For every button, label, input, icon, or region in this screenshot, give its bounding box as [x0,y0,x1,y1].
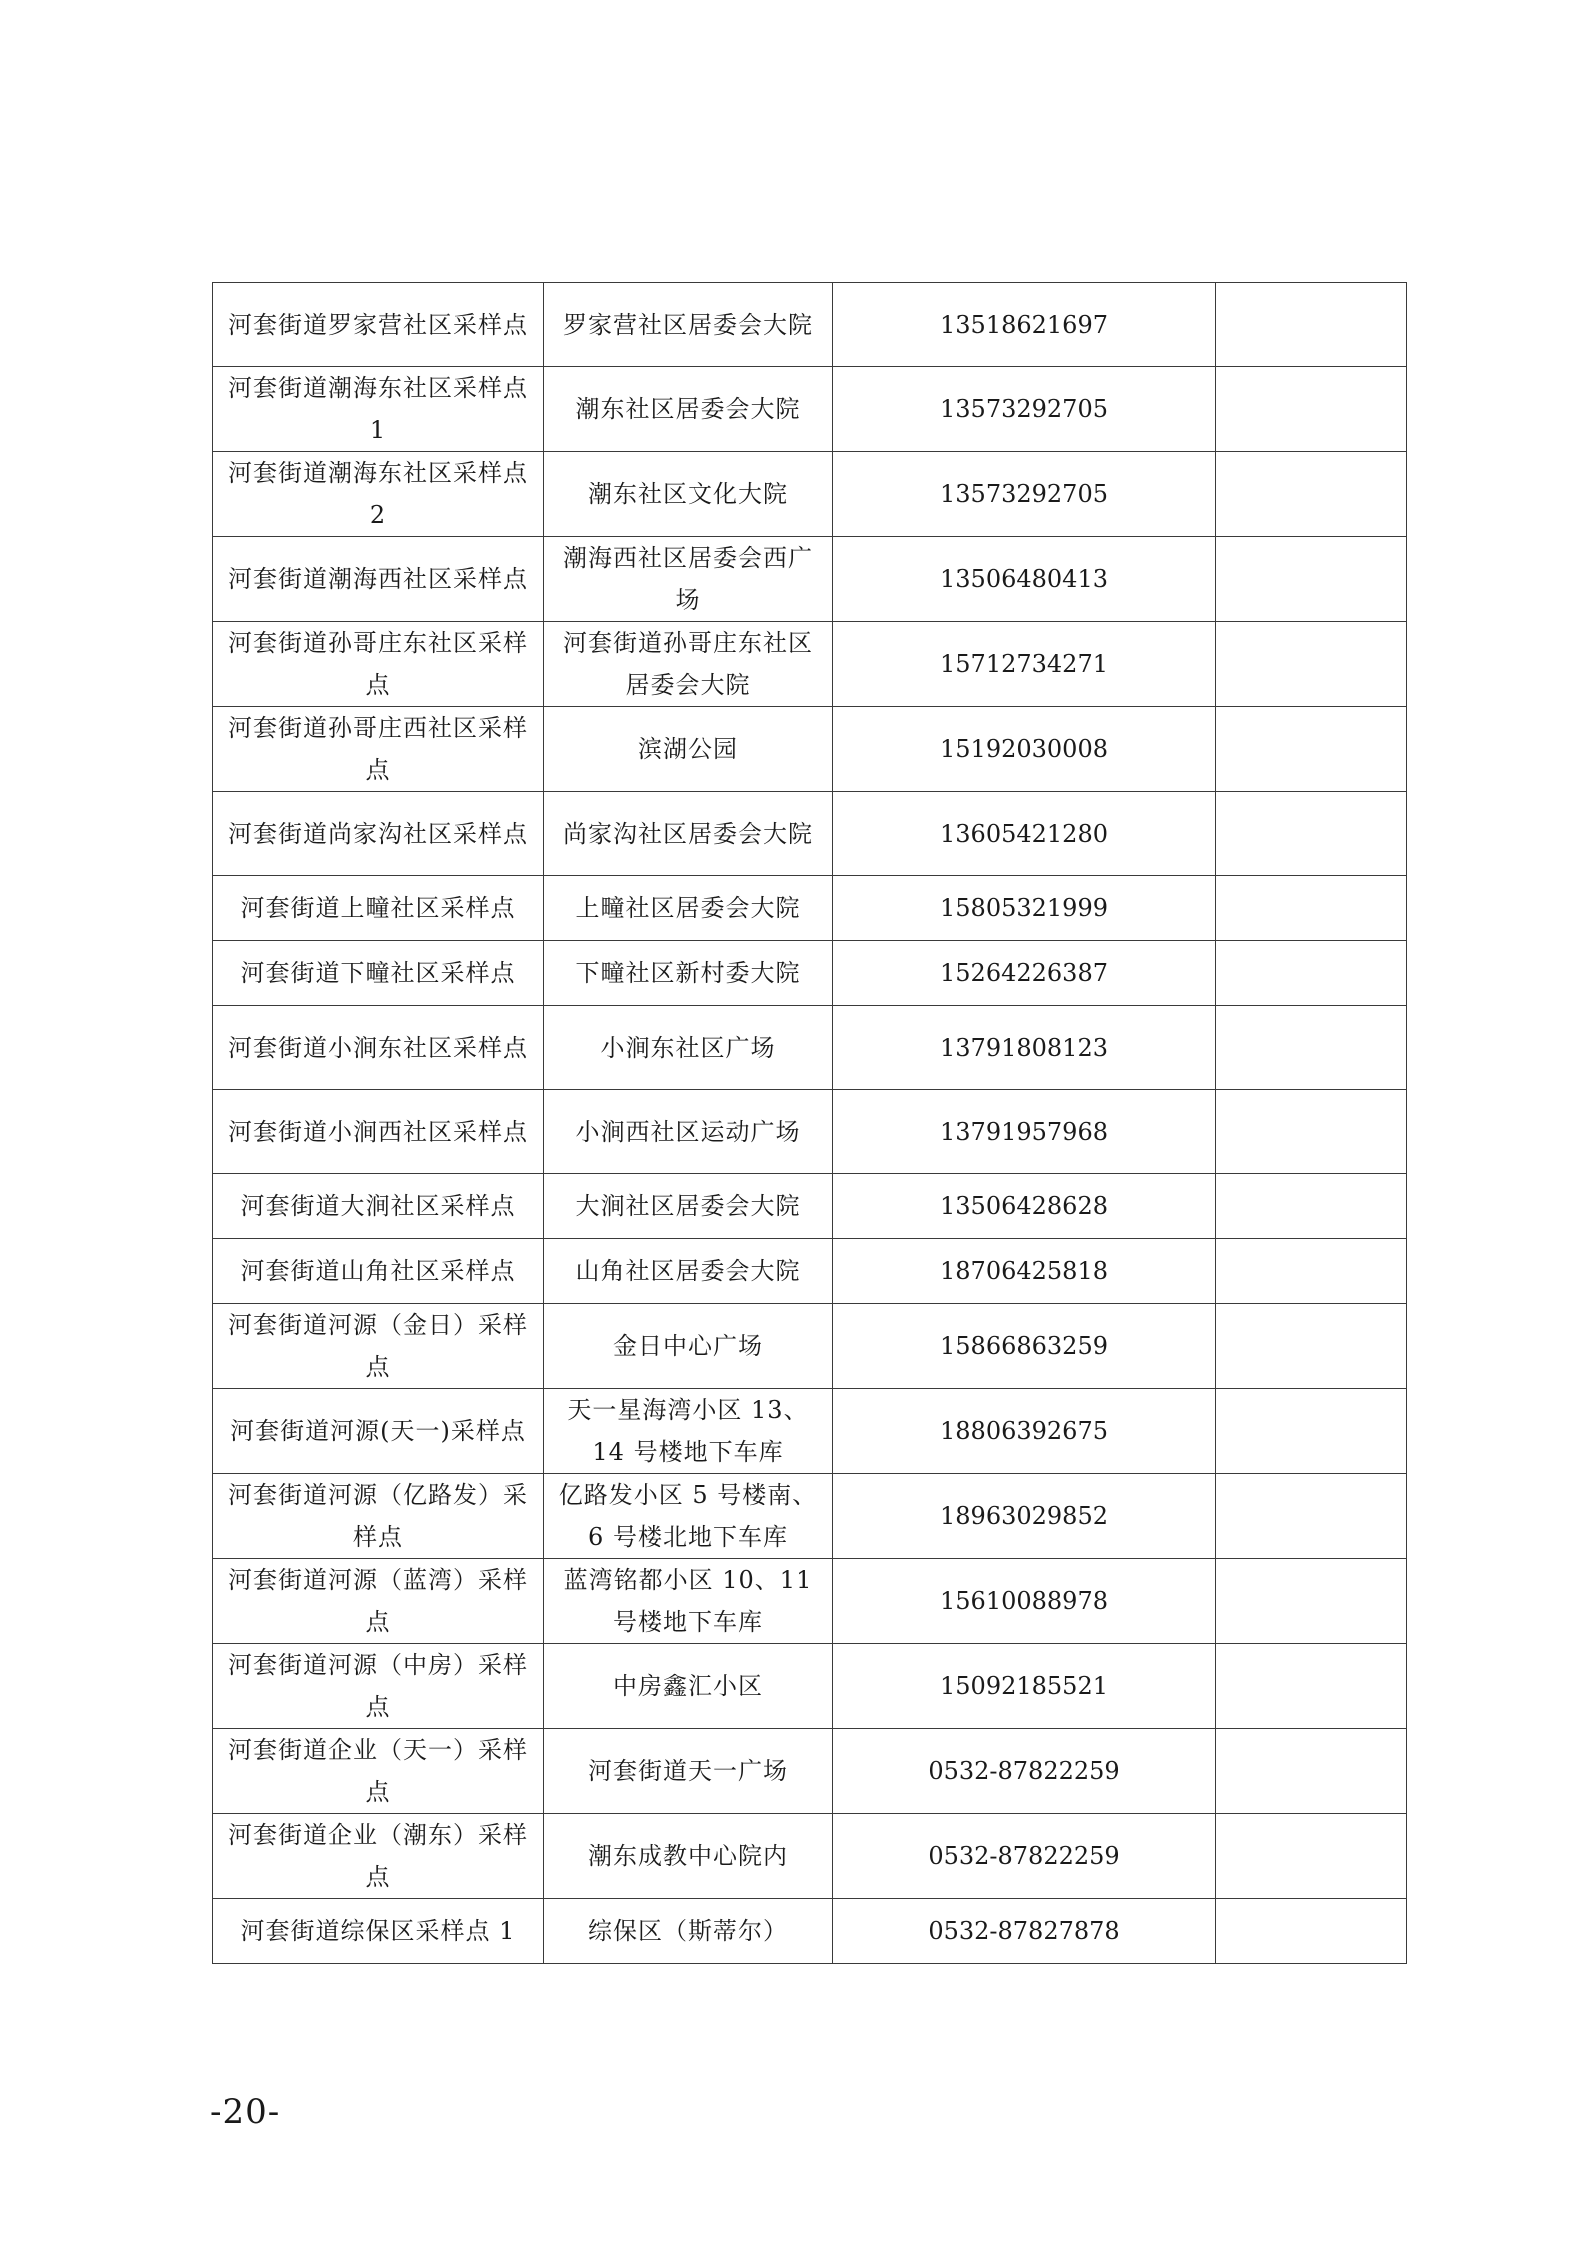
table-row [213,1304,1407,1389]
phone-cell: 13791957968 [833,1090,1216,1174]
phone-cell: 13573292705 [833,452,1216,537]
site-name-cell: 河套街道孙哥庄东社区采样点 [213,622,544,707]
site-name-cell: 河套街道尚家沟社区采样点 [213,792,544,876]
phone-cell: 15092185521 [833,1644,1216,1729]
phone-cell: 13605421280 [833,792,1216,876]
site-name-cell: 河套街道潮海东社区采样点 1 [213,367,544,452]
note-cell [1216,1814,1407,1899]
location-cell: 小涧东社区广场 [544,1006,833,1090]
location-cell: 河套街道天一广场 [544,1729,833,1814]
site-name-cell: 河套街道综保区采样点 1 [213,1899,544,1964]
table-row [213,1239,1407,1304]
site-name-cell: 河套街道潮海东社区采样点 2 [213,452,544,537]
note-cell [1216,1644,1407,1729]
site-name-cell: 河套街道河源（金日）采样点 [213,1304,544,1389]
location-cell: 金日中心广场 [544,1304,833,1389]
table-row [213,792,1407,876]
location-cell: 蓝湾铭都小区 10、11 号楼地下车库 [544,1559,833,1644]
site-name-cell: 河套街道河源（亿路发）采样点 [213,1474,544,1559]
note-cell [1216,1239,1407,1304]
table-row [213,622,1407,707]
note-cell [1216,876,1407,941]
site-name-cell: 河套街道河源（蓝湾）采样点 [213,1559,544,1644]
note-cell [1216,792,1407,876]
page-number: -20- [210,2092,281,2132]
table-row [213,1814,1407,1899]
location-cell: 大涧社区居委会大院 [544,1174,833,1239]
table-row [213,707,1407,792]
note-cell [1216,1729,1407,1814]
phone-cell: 18706425818 [833,1239,1216,1304]
phone-cell: 15805321999 [833,876,1216,941]
table-row [213,876,1407,941]
table-row [213,1644,1407,1729]
site-name-cell: 河套街道潮海西社区采样点 [213,537,544,622]
note-cell [1216,537,1407,622]
location-cell: 滨湖公园 [544,707,833,792]
location-cell: 潮东成教中心院内 [544,1814,833,1899]
location-cell: 天一星海湾小区 13、14 号楼地下车库 [544,1389,833,1474]
location-cell: 综保区（斯蒂尔） [544,1899,833,1964]
note-cell [1216,452,1407,537]
location-cell: 上疃社区居委会大院 [544,876,833,941]
table-row [213,1090,1407,1174]
location-cell: 小涧西社区运动广场 [544,1090,833,1174]
phone-cell: 15610088978 [833,1559,1216,1644]
note-cell [1216,941,1407,1006]
phone-cell: 13518621697 [833,283,1216,367]
sampling-points-table [212,282,1407,1964]
location-cell: 下疃社区新村委大院 [544,941,833,1006]
site-name-cell: 河套街道罗家营社区采样点 [213,283,544,367]
table-row [213,1174,1407,1239]
location-cell: 亿路发小区 5 号楼南、6 号楼北地下车库 [544,1474,833,1559]
table-row [213,367,1407,452]
phone-cell: 15712734271 [833,622,1216,707]
site-name-cell: 河套街道上疃社区采样点 [213,876,544,941]
site-name-cell: 河套街道河源(天一)采样点 [213,1389,544,1474]
note-cell [1216,1174,1407,1239]
site-name-cell: 河套街道小涧东社区采样点 [213,1006,544,1090]
note-cell [1216,1474,1407,1559]
phone-cell: 15264226387 [833,941,1216,1006]
note-cell [1216,1304,1407,1389]
table-row [213,452,1407,537]
site-name-cell: 河套街道大涧社区采样点 [213,1174,544,1239]
phone-cell: 0532-87822259 [833,1729,1216,1814]
location-cell: 潮东社区文化大院 [544,452,833,537]
table-row [213,1899,1407,1964]
location-cell: 潮海西社区居委会西广场 [544,537,833,622]
table-row [213,1559,1407,1644]
phone-cell: 0532-87822259 [833,1814,1216,1899]
location-cell: 罗家营社区居委会大院 [544,283,833,367]
site-name-cell: 河套街道企业（天一）采样点 [213,1729,544,1814]
phone-cell: 0532-87827878 [833,1899,1216,1964]
location-cell: 山角社区居委会大院 [544,1239,833,1304]
site-name-cell: 河套街道孙哥庄西社区采样点 [213,707,544,792]
site-name-cell: 河套街道企业（潮东）采样点 [213,1814,544,1899]
phone-cell: 13506428628 [833,1174,1216,1239]
phone-cell: 15192030008 [833,707,1216,792]
location-cell: 中房鑫汇小区 [544,1644,833,1729]
note-cell [1216,1559,1407,1644]
table-row [213,941,1407,1006]
table-row [213,283,1407,367]
table-row [213,1389,1407,1474]
note-cell [1216,1090,1407,1174]
site-name-cell: 河套街道下疃社区采样点 [213,941,544,1006]
site-name-cell: 河套街道小涧西社区采样点 [213,1090,544,1174]
note-cell [1216,622,1407,707]
phone-cell: 13791808123 [833,1006,1216,1090]
phone-cell: 15866863259 [833,1304,1216,1389]
table-row [213,1729,1407,1814]
location-cell: 尚家沟社区居委会大院 [544,792,833,876]
table-row [213,1006,1407,1090]
note-cell [1216,1389,1407,1474]
site-name-cell: 河套街道山角社区采样点 [213,1239,544,1304]
location-cell: 河套街道孙哥庄东社区居委会大院 [544,622,833,707]
table-row [213,537,1407,622]
location-cell: 潮东社区居委会大院 [544,367,833,452]
phone-cell: 18806392675 [833,1389,1216,1474]
note-cell [1216,1899,1407,1964]
note-cell [1216,367,1407,452]
note-cell [1216,707,1407,792]
site-name-cell: 河套街道河源（中房）采样点 [213,1644,544,1729]
phone-cell: 13506480413 [833,537,1216,622]
phone-cell: 18963029852 [833,1474,1216,1559]
phone-cell: 13573292705 [833,367,1216,452]
table-row [213,1474,1407,1559]
note-cell [1216,283,1407,367]
note-cell [1216,1006,1407,1090]
